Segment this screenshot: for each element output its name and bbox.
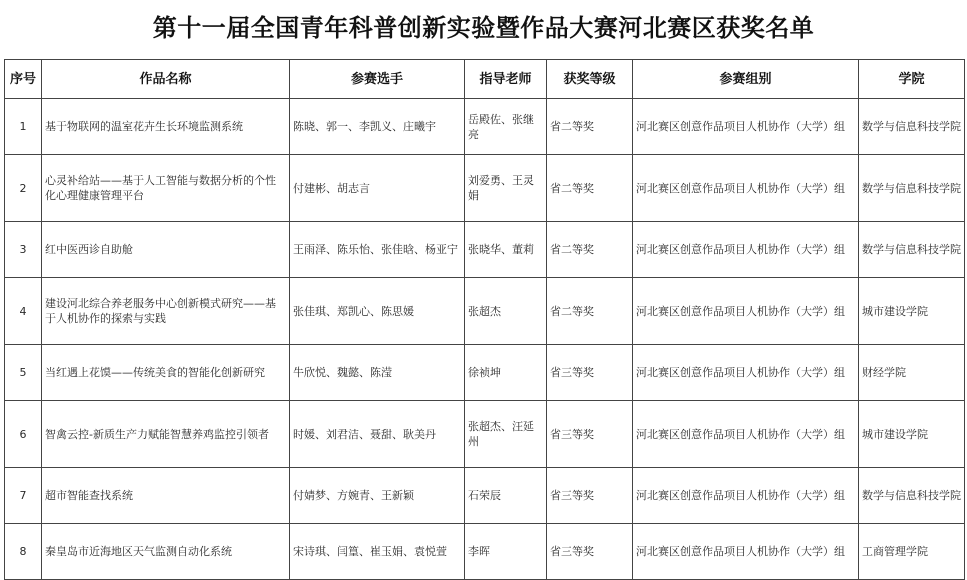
row-students: 宋诗琪、闫篁、崔玉娟、袁悦萱 xyxy=(290,524,465,580)
row-students: 时媛、刘君洁、聂甜、耿美丹 xyxy=(290,401,465,468)
row-award: 省三等奖 xyxy=(547,468,633,524)
row-no: 4 xyxy=(5,278,42,345)
row-group: 河北赛区创意作品项目人机协作（大学）组 xyxy=(633,345,859,401)
row-group: 河北赛区创意作品项目人机协作（大学）组 xyxy=(633,155,859,222)
row-work: 秦皇岛市近海地区天气监测自动化系统 xyxy=(42,524,290,580)
row-award: 省三等奖 xyxy=(547,345,633,401)
row-college: 财经学院 xyxy=(859,345,965,401)
row-advisor: 李晖 xyxy=(465,524,547,580)
row-advisor: 刘爱勇、王灵娟 xyxy=(465,155,547,222)
row-group: 河北赛区创意作品项目人机协作（大学）组 xyxy=(633,222,859,278)
row-college: 数学与信息科技学院 xyxy=(859,155,965,222)
header-work: 作品名称 xyxy=(42,60,290,99)
row-award: 省三等奖 xyxy=(547,401,633,468)
row-no: 5 xyxy=(5,345,42,401)
row-no: 7 xyxy=(5,468,42,524)
row-students: 付建彬、胡志言 xyxy=(290,155,465,222)
header-students: 参赛选手 xyxy=(290,60,465,99)
row-students: 牛欣悦、魏懿、陈滢 xyxy=(290,345,465,401)
row-students: 陈晓、郭一、李凯义、庄曦宇 xyxy=(290,99,465,155)
table-row xyxy=(5,345,965,401)
row-work: 超市智能查找系统 xyxy=(42,468,290,524)
row-group: 河北赛区创意作品项目人机协作（大学）组 xyxy=(633,401,859,468)
row-work: 心灵补给站——基于人工智能与数据分析的个性化心理健康管理平台 xyxy=(42,155,290,222)
row-group: 河北赛区创意作品项目人机协作（大学）组 xyxy=(633,278,859,345)
row-students: 张佳琪、郑凯心、陈思媛 xyxy=(290,278,465,345)
table-row xyxy=(5,222,965,278)
table-row xyxy=(5,524,965,580)
row-advisor: 张超杰 xyxy=(465,278,547,345)
row-no: 8 xyxy=(5,524,42,580)
row-advisor: 岳殿佐、张继亮 xyxy=(465,99,547,155)
row-group: 河北赛区创意作品项目人机协作（大学）组 xyxy=(633,99,859,155)
row-advisor: 石荣辰 xyxy=(465,468,547,524)
row-award: 省三等奖 xyxy=(547,524,633,580)
row-advisor: 张晓华、董莉 xyxy=(465,222,547,278)
header-award: 获奖等级 xyxy=(547,60,633,99)
row-award: 省二等奖 xyxy=(547,222,633,278)
row-advisor: 徐祯坤 xyxy=(465,345,547,401)
row-work: 建设河北综合养老服务中心创新模式研究——基于人机协作的探索与实践 xyxy=(42,278,290,345)
row-no: 2 xyxy=(5,155,42,222)
award-table xyxy=(4,59,965,580)
row-work: 基于物联网的温室花卉生长环境监测系统 xyxy=(42,99,290,155)
row-group: 河北赛区创意作品项目人机协作（大学）组 xyxy=(633,468,859,524)
row-award: 省二等奖 xyxy=(547,278,633,345)
table-row xyxy=(5,99,965,155)
row-group: 河北赛区创意作品项目人机协作（大学）组 xyxy=(633,524,859,580)
header-advisor: 指导老师 xyxy=(465,60,547,99)
row-award: 省二等奖 xyxy=(547,99,633,155)
header-group: 参赛组别 xyxy=(633,60,859,99)
row-students: 付婧梦、方婉青、王新颖 xyxy=(290,468,465,524)
row-no: 1 xyxy=(5,99,42,155)
table-row xyxy=(5,401,965,468)
header-no: 序号 xyxy=(5,60,42,99)
row-college: 城市建设学院 xyxy=(859,401,965,468)
row-college: 城市建设学院 xyxy=(859,278,965,345)
row-work: 智禽云控-新质生产力赋能智慧养鸡监控引领者 xyxy=(42,401,290,468)
table-row xyxy=(5,468,965,524)
row-no: 6 xyxy=(5,401,42,468)
row-college: 数学与信息科技学院 xyxy=(859,99,965,155)
page-title: 第十一届全国青年科普创新实验暨作品大赛河北赛区获奖名单 xyxy=(152,14,815,42)
row-advisor: 张超杰、汪延州 xyxy=(465,401,547,468)
row-college: 数学与信息科技学院 xyxy=(859,222,965,278)
header-row xyxy=(5,60,965,99)
row-college: 数学与信息科技学院 xyxy=(859,468,965,524)
row-work: 红中医西诊自助舱 xyxy=(42,222,290,278)
row-students: 王雨泽、陈乐怡、张佳晗、杨亚宁 xyxy=(290,222,465,278)
row-college: 工商管理学院 xyxy=(859,524,965,580)
row-no: 3 xyxy=(5,222,42,278)
header-college: 学院 xyxy=(859,60,965,99)
row-award: 省二等奖 xyxy=(547,155,633,222)
table-row xyxy=(5,278,965,345)
table-row xyxy=(5,155,965,222)
row-work: 当红遇上花馍——传统美食的智能化创新研究 xyxy=(42,345,290,401)
